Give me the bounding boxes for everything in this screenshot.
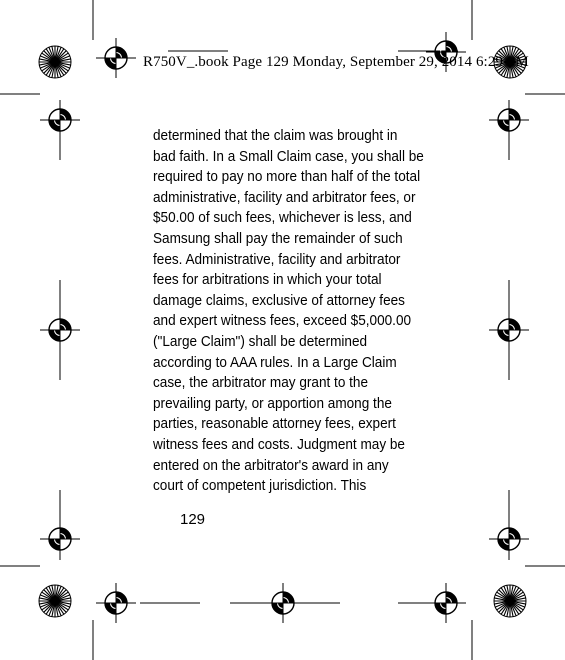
text-line: prevailing party, or apportion among the [153, 395, 392, 412]
text-line: administrative, facility and arbitrator fees, or [153, 189, 416, 206]
text-line: case, the arbitrator may grant to the [153, 375, 369, 392]
text-line: parties, reasonable attorney fees, expert [153, 416, 396, 433]
text-line: $50.00 of such fees, whichever is less, and [153, 210, 412, 227]
text-line: bad faith. In a Small Claim case, you shall be [153, 148, 424, 165]
text-line: determined that the claim was brought in [153, 128, 398, 144]
text-line: court of competent jurisdiction. This [153, 478, 367, 495]
body-text [153, 126, 423, 497]
text-line: fees. Administrative, facility and arbitrator [153, 251, 401, 268]
text-line: fees for arbitrations in which your total [153, 272, 382, 289]
text-line: witness fees and costs. Judgment may be [153, 436, 405, 453]
page-number: 129 [180, 511, 206, 528]
text-line: ("Large Claim") shall be determined [153, 333, 368, 350]
text-line: entered on the arbitrator's award in any [153, 457, 389, 474]
text-line: damage claims, exclusive of attorney fees [153, 292, 405, 309]
text-line: required to pay no more than half of the total [153, 169, 421, 186]
text-line: and expert witness fees, exceed $5,000.00 [153, 313, 412, 330]
print-slug: R750V_.book Page 129 Monday, September 29, 2014 6:29 PM [143, 54, 529, 70]
text-line: according to AAA rules. In a Large Claim [153, 354, 397, 371]
text-line: Samsung shall pay the remainder of such [153, 230, 403, 247]
